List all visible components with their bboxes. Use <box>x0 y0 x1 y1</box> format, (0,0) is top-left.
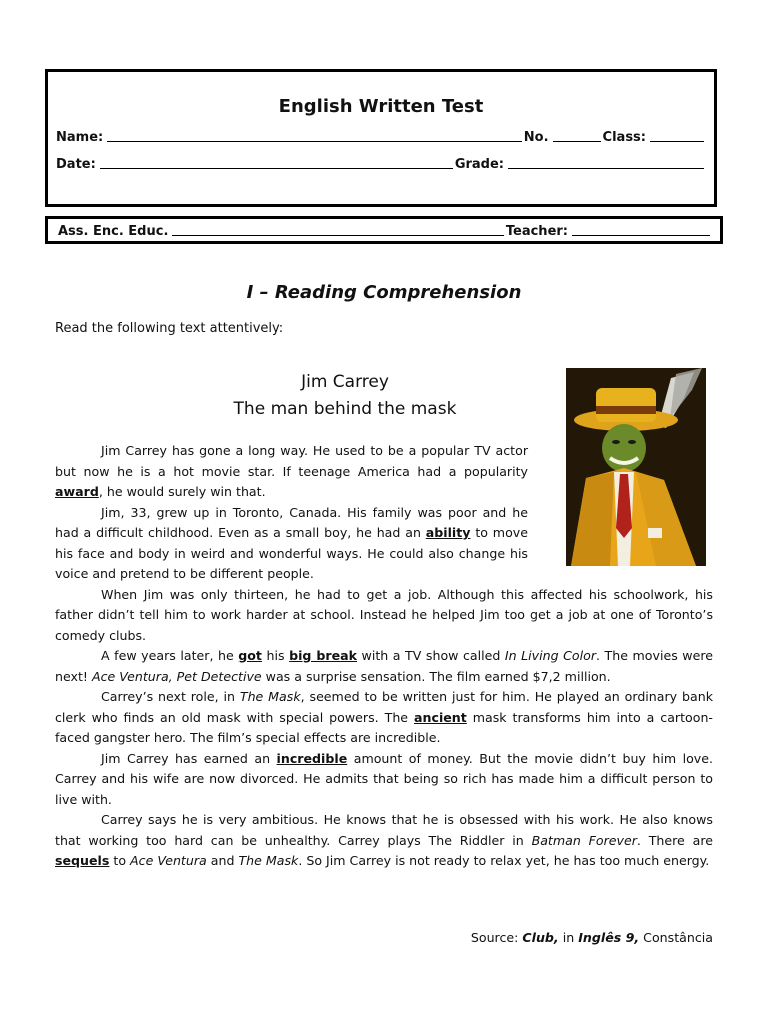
paragraph-6 <box>55 749 713 811</box>
school-field[interactable] <box>172 225 503 236</box>
class-label: Class: <box>602 130 646 145</box>
p2-text-end: to move his face and body in weird and wonderful ways. He could also change his voice and pretend to be different people. <box>55 525 528 581</box>
grade-label: Grade: <box>454 157 504 172</box>
paragraph-2 <box>55 503 528 585</box>
teacher-label: Teacher: <box>505 224 568 239</box>
date-label: Date: <box>56 157 96 172</box>
p4-text: A few years later, he <box>101 648 239 663</box>
source-publication: Club, <box>522 930 559 945</box>
p7-text-end: . So Jim Carrey is not ready to relax yet, he has too much energy. <box>298 853 710 868</box>
title-in-living-color: In Living Color <box>504 648 597 663</box>
source-book: Inglês 9, <box>578 930 640 945</box>
date-row <box>56 157 706 172</box>
test-title: English Written Test <box>278 96 484 117</box>
source-citation <box>471 930 713 945</box>
article-body <box>55 441 713 872</box>
paragraph-7 <box>55 810 713 872</box>
title-the-mask: The Mask <box>239 689 301 704</box>
title-ace-ventura: Ace Ventura, Pet Detective <box>91 668 262 684</box>
name-row <box>56 130 706 145</box>
grade-field[interactable] <box>508 158 704 169</box>
header-box <box>45 69 717 207</box>
paragraph-3: When Jim was only thirteen, he had to get a job. Although this affected his schoolwork, his father didn’t tell him to work harder at school. Instead he helped Jim too get a job at one of Toronto’s comedy clubs. <box>55 586 713 643</box>
p5-text: Carrey’s next role, in <box>101 689 240 704</box>
paragraph-4 <box>55 646 713 687</box>
p6-text-end: amount of money. But the movie didn’t buy him love. Carrey and his wife are now divorced. He admits that being so rich has made him a difficult person to live with. <box>55 750 713 807</box>
p5-text-end: mask transforms him into a cartoon-faced gangster hero. The film’s special effects are incredible. <box>55 709 713 745</box>
source-publisher: Constância <box>639 930 713 945</box>
teacher-field[interactable] <box>572 225 710 236</box>
p7-text-mid1: . There are <box>636 832 713 848</box>
title-the-mask-2: The Mask <box>238 853 299 868</box>
number-label: No. <box>523 130 549 145</box>
class-field[interactable] <box>650 131 704 142</box>
p1-text-end: , he would surely win that. <box>98 484 266 499</box>
teacher-row <box>58 224 712 239</box>
p4-text-mid2: with a TV show called <box>357 648 505 663</box>
keyword-ability: ability <box>425 525 471 540</box>
section-title: I – Reading Comprehension <box>246 282 522 303</box>
p2-text: Jim, 33, grew up in Toronto, Canada. His family was poor and he had a difficult childhood. Even as a small boy, he had an <box>55 504 528 540</box>
p7-text-mid2: to <box>109 853 131 868</box>
article-title: Jim Carrey <box>301 372 389 392</box>
name-field[interactable] <box>107 131 522 142</box>
keyword-award: award <box>55 484 99 499</box>
number-field[interactable] <box>553 131 601 142</box>
source-mid: in <box>558 930 579 945</box>
instruction: Read the following text attentively: <box>55 321 284 336</box>
p4-text-mid3: . The movies were next! <box>55 648 713 684</box>
paragraph-5 <box>55 687 713 749</box>
source-prefix: Source: <box>470 930 523 945</box>
school-label: Ass. Enc. Educ. <box>58 224 169 239</box>
p1-text: Jim Carrey has gone a long way. He used to be a popular TV actor but now he is a hot movie star. If teenage America had a popularity <box>55 443 528 479</box>
date-field[interactable] <box>100 158 453 169</box>
title-batman-forever: Batman Forever <box>531 832 637 848</box>
teacher-box <box>45 216 723 244</box>
title-ace-ventura-2: Ace Ventura <box>130 853 207 868</box>
article-subtitle: The man behind the mask <box>233 399 457 419</box>
p5-text-mid: , seemed to be written just for him. He played an ordinary bank clerk who finds an old mask with special powers. The <box>55 689 713 725</box>
keyword-ancient: ancient <box>414 709 467 725</box>
keyword-big-break: big break <box>289 648 357 663</box>
keyword-sequels: sequels <box>55 853 110 868</box>
p4-text-mid1: his <box>261 648 290 663</box>
p7-text-mid3: and <box>206 853 239 868</box>
name-label: Name: <box>56 130 104 145</box>
p7-text: Carrey says he is very ambitious. He knows that he is obsessed with his work. He also knows that working too hard can be unhealthy. Carrey plays The Riddler in <box>55 812 713 848</box>
p4-text-end: was a surprise sensation. The film earned $7,2 million. <box>261 668 611 684</box>
paragraph-1 <box>55 441 528 503</box>
keyword-incredible: incredible <box>276 750 348 766</box>
keyword-got: got <box>238 648 262 663</box>
p6-text: Jim Carrey has earned an <box>101 750 277 766</box>
